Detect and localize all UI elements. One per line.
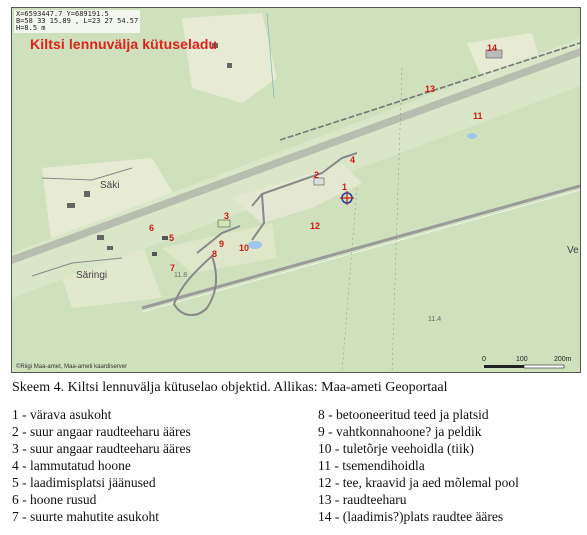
place-name-ve: Ve: [567, 245, 579, 256]
legend-right-column: [318, 406, 519, 525]
elevation-label: 11.4: [428, 316, 442, 323]
legend-item: 7 - suurte mahutite asukoht: [12, 509, 159, 524]
scale-bar: [482, 357, 574, 369]
legend-item: 11 - tsemendihoidla: [318, 458, 425, 473]
legend-item: 9 - vahtkonnahoone? ja peldik: [318, 424, 482, 439]
legend-item: 6 - hoone rusud: [12, 492, 97, 507]
map-marker-10: 10: [239, 243, 250, 253]
coordinate-line: H=8.5 m: [16, 24, 46, 32]
legend-item: 13 - raudteeharu: [318, 492, 407, 507]
place-name-saringi: Säringi: [76, 270, 108, 281]
map-marker-6: 6: [149, 223, 155, 233]
legend-item: 4 - lammutatud hoone: [12, 458, 131, 473]
scale-label: 0: [482, 356, 486, 363]
legend-item: 3 - suur angaar raudteeharu ääres: [12, 441, 191, 456]
map-marker-11: 11: [473, 111, 483, 121]
map-marker-5: 5: [169, 233, 175, 243]
legend-left-column: [12, 406, 191, 525]
coordinate-line: B=58 33 15.89 , L=23 27 54.57: [16, 17, 139, 25]
map-marker-12: 12: [310, 221, 321, 231]
scale-label: 100: [516, 356, 528, 363]
map-marker-9: 9: [219, 239, 225, 249]
legend-item: 14 - (laadimis?)plats raudtee ääres: [318, 509, 504, 524]
place-name-saki: Säki: [100, 180, 120, 191]
map-marker-2: 2: [314, 170, 320, 180]
coordinate-readout: [14, 10, 140, 33]
legend-item: 1 - värava asukoht: [12, 407, 112, 422]
legend-item: 5 - laadimisplatsi jäänused: [12, 475, 156, 490]
map-marker-4: 4: [350, 155, 356, 165]
coordinate-line: X=6593447.7 Y=689191.5: [16, 10, 109, 18]
map-marker-14: 14: [487, 43, 498, 53]
legend-item: 2 - suur angaar raudteeharu ääres: [12, 424, 191, 439]
map-copyright: ©Riigi Maa-amet, Maa-ameti kaardiserver: [16, 364, 128, 370]
map-marker-8: 8: [212, 249, 218, 259]
map-canvas: [12, 8, 580, 372]
legend-item: 12 - tee, kraavid ja aed mõlemal pool: [318, 475, 519, 490]
map-marker-3: 3: [224, 211, 230, 221]
map-marker-1: 1: [342, 182, 348, 192]
map-marker-7: 7: [170, 263, 176, 273]
map-view[interactable]: [11, 7, 581, 373]
legend-item: 8 - betooneeritud teed ja platsid: [318, 407, 489, 422]
elevation-label: 11.8: [174, 272, 188, 279]
scale-label: 200m: [554, 356, 572, 363]
map-title: Kiltsi lennuvälja kütuseladu: [30, 36, 218, 52]
figure-caption: Skeem 4. Kiltsi lennuvälja kütuselao objektid. Allikas: Maa-ameti Geoportaal: [12, 380, 448, 395]
legend-item: 10 - tuletõrje veehoidla (tiik): [318, 441, 474, 456]
map-marker-13: 13: [425, 84, 436, 94]
